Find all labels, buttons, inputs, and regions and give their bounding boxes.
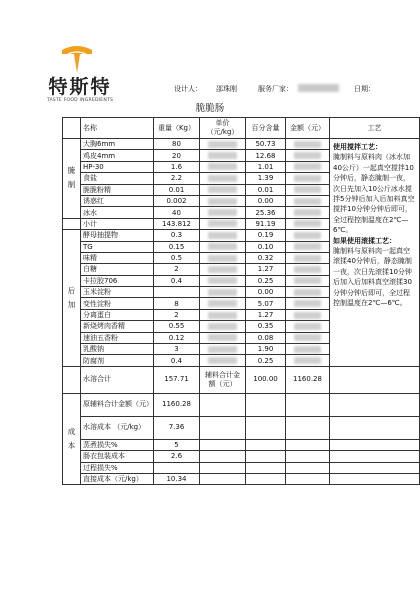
ingredient-price-redacted bbox=[200, 207, 246, 218]
summary-spacer bbox=[63, 366, 81, 393]
ingredient-weight: 2 bbox=[154, 264, 200, 275]
cost-value bbox=[154, 462, 200, 473]
logo-text: 特斯特 bbox=[48, 76, 112, 98]
empty-cell bbox=[286, 462, 330, 473]
empty-cell bbox=[286, 416, 330, 439]
cost-row bbox=[63, 451, 420, 462]
ingredient-amount-redacted bbox=[286, 139, 330, 150]
ingredient-price-redacted bbox=[200, 252, 246, 263]
logo-subtitle: TASTE FOOD INGREDIENTS bbox=[46, 98, 114, 103]
empty-cell bbox=[200, 473, 246, 484]
ingredient-amount-redacted bbox=[286, 241, 330, 252]
ingredient-name: 乳酸钠 bbox=[81, 344, 154, 355]
table-header-row bbox=[63, 118, 420, 139]
summary-amount: 1160.28 bbox=[286, 366, 330, 393]
ingredient-percent: 0.25 bbox=[246, 355, 286, 366]
ingredient-weight: 1.6 bbox=[154, 161, 200, 172]
ingredient-weight: 0.002 bbox=[154, 195, 200, 206]
group-pickling-label: 腌制 bbox=[67, 166, 76, 190]
summary-row bbox=[63, 366, 420, 393]
group-pickling bbox=[63, 139, 81, 219]
cost-name: 直接成本（元/kg） bbox=[81, 473, 154, 484]
client-label: 服务厂家： bbox=[258, 85, 293, 93]
date-label: 日期： bbox=[354, 85, 375, 93]
ingredient-name: 新烧烤肉香精 bbox=[81, 321, 154, 332]
subtotal-weight: 143.812 bbox=[154, 218, 200, 229]
document-title: 脆脆肠 bbox=[195, 103, 225, 114]
empty-cell bbox=[246, 451, 286, 462]
empty-cell bbox=[200, 393, 246, 416]
empty-cell bbox=[330, 393, 420, 416]
cost-name: 蒸煮损失% bbox=[81, 439, 154, 450]
ingredient-percent: 25.36 bbox=[246, 207, 286, 218]
ingredient-amount-redacted bbox=[286, 252, 330, 263]
ingredient-name: 酵母抽提物 bbox=[81, 230, 154, 241]
ingredient-amount-redacted bbox=[286, 309, 330, 320]
designer-label: 设计人： bbox=[174, 85, 202, 93]
ingredient-name: 诱惑红 bbox=[81, 195, 154, 206]
ingredient-price-redacted bbox=[200, 298, 246, 309]
ingredient-amount-redacted bbox=[286, 173, 330, 184]
empty-cell bbox=[330, 473, 420, 484]
ingredient-amount-redacted bbox=[286, 207, 330, 218]
ingredient-percent: 5.07 bbox=[246, 298, 286, 309]
subtotal-amount-redacted bbox=[286, 218, 330, 229]
ingredient-amount-redacted bbox=[286, 298, 330, 309]
ingredient-name: 白糖 bbox=[81, 264, 154, 275]
ingredient-price-redacted bbox=[200, 344, 246, 355]
cost-name: 肠衣包装成本 bbox=[81, 451, 154, 462]
empty-cell bbox=[286, 393, 330, 416]
ingredient-price-redacted bbox=[200, 309, 246, 320]
ingredient-weight: 2.2 bbox=[154, 173, 200, 184]
ingredient-percent: 0.35 bbox=[246, 321, 286, 332]
subtotal-name: 小计 bbox=[81, 218, 154, 229]
cost-value: 2.6 bbox=[154, 451, 200, 462]
ingredient-name: 鸡皮4mm bbox=[81, 150, 154, 161]
cost-row bbox=[63, 473, 420, 484]
ingredient-weight: 0.01 bbox=[154, 184, 200, 195]
cost-row bbox=[63, 416, 420, 439]
empty-cell bbox=[246, 439, 286, 450]
ingredient-price-redacted bbox=[200, 275, 246, 286]
craft-heading: 如果使用滚揉工艺： bbox=[333, 236, 396, 245]
ingredient-name: 脆脆粉精 bbox=[81, 184, 154, 195]
empty-cell bbox=[200, 439, 246, 450]
ingredient-weight: 0.3 bbox=[154, 230, 200, 241]
empty-cell bbox=[330, 439, 420, 450]
ingredient-price-redacted bbox=[200, 139, 246, 150]
ingredient-name: 食盐 bbox=[81, 173, 154, 184]
group-post-label: 后加 bbox=[67, 285, 76, 309]
ingredient-weight: 0.4 bbox=[154, 355, 200, 366]
ingredient-name: 味精 bbox=[81, 252, 154, 263]
empty-cell bbox=[286, 473, 330, 484]
ingredient-percent: 0.25 bbox=[246, 275, 286, 286]
ingredient-amount-redacted bbox=[286, 195, 330, 206]
empty-cell bbox=[246, 473, 286, 484]
ingredient-name: 卡拉胶706 bbox=[81, 275, 154, 286]
empty-cell bbox=[200, 462, 246, 473]
col-name-header: 名称 bbox=[81, 118, 154, 139]
recipe-table bbox=[62, 117, 420, 485]
ingredient-percent: 1.27 bbox=[246, 264, 286, 275]
ingredient-percent: 0.32 bbox=[246, 252, 286, 263]
ingredient-weight: 80 bbox=[154, 139, 200, 150]
ingredient-price-redacted bbox=[200, 241, 246, 252]
ingredient-name: 变性淀粉 bbox=[81, 298, 154, 309]
ingredient-name: TG bbox=[81, 241, 154, 252]
empty-cell bbox=[286, 439, 330, 450]
ingredient-name: 防腐剂 bbox=[81, 355, 154, 366]
summary-percent: 100.00 bbox=[246, 366, 286, 393]
ingredient-weight: 0.4 bbox=[154, 275, 200, 286]
ingredient-name: 分离蛋白 bbox=[81, 309, 154, 320]
ingredient-percent: 1.27 bbox=[246, 309, 286, 320]
ingredient-weight: 20 bbox=[154, 150, 200, 161]
ingredient-amount-redacted bbox=[286, 321, 330, 332]
ingredient-percent: 50.73 bbox=[246, 139, 286, 150]
craft-description bbox=[330, 139, 420, 367]
ingredient-name: HP-30 bbox=[81, 161, 154, 172]
cost-row bbox=[63, 462, 420, 473]
table-row bbox=[63, 139, 420, 150]
summary-weight: 157.71 bbox=[154, 366, 200, 393]
cost-name: 原辅料合计金额（元） bbox=[81, 393, 154, 416]
designer-value: 邵珠刚 bbox=[216, 85, 237, 93]
cost-row bbox=[63, 393, 420, 416]
ingredient-price-redacted bbox=[200, 195, 246, 206]
empty-cell bbox=[246, 416, 286, 439]
ingredient-name: 冰水 bbox=[81, 207, 154, 218]
subtotal-spacer bbox=[63, 218, 81, 229]
ingredient-amount-redacted bbox=[286, 230, 330, 241]
empty-cell bbox=[200, 451, 246, 462]
group-post bbox=[63, 230, 81, 367]
group-cost bbox=[63, 393, 81, 485]
ingredient-name: 大胸6mm bbox=[81, 139, 154, 150]
ingredient-percent: 1.39 bbox=[246, 173, 286, 184]
ingredient-weight: 0.15 bbox=[154, 241, 200, 252]
ingredient-price-redacted bbox=[200, 150, 246, 161]
group-cost-label: 成本 bbox=[67, 427, 76, 451]
ingredient-percent: 0.01 bbox=[246, 184, 286, 195]
ingredient-price-redacted bbox=[200, 332, 246, 343]
ingredient-weight: 0.5 bbox=[154, 252, 200, 263]
col-weight-header: 重量（Kg） bbox=[154, 118, 200, 139]
ingredient-percent: 0.00 bbox=[246, 195, 286, 206]
ingredient-amount-redacted bbox=[286, 184, 330, 195]
ingredient-percent: 0.19 bbox=[246, 230, 286, 241]
ingredient-amount-redacted bbox=[286, 264, 330, 275]
ingredient-weight: 8 bbox=[154, 298, 200, 309]
ingredient-name: 玉米淀粉 bbox=[81, 287, 154, 298]
empty-cell bbox=[330, 462, 420, 473]
col-price-header: 单价（元/kg） bbox=[200, 118, 246, 139]
ingredient-amount-redacted bbox=[286, 355, 330, 366]
ingredient-price-redacted bbox=[200, 321, 246, 332]
ingredient-price-redacted bbox=[200, 161, 246, 172]
cost-name: 水溶成本 （元/kg） bbox=[81, 416, 154, 439]
cost-name: 过程损失% bbox=[81, 462, 154, 473]
logo-mark-icon bbox=[60, 44, 94, 74]
ingredient-weight bbox=[154, 287, 200, 298]
col-craft-header: 工艺 bbox=[330, 118, 420, 139]
summary-mid-label: 辅料合计金额（元） bbox=[200, 366, 246, 393]
ingredient-percent: 1.01 bbox=[246, 161, 286, 172]
subtotal-price-redacted bbox=[200, 218, 246, 229]
col-amount-header: 金额（元） bbox=[286, 118, 330, 139]
ingredient-weight: 0.12 bbox=[154, 332, 200, 343]
ingredient-price-redacted bbox=[200, 184, 246, 195]
ingredient-amount-redacted bbox=[286, 161, 330, 172]
ingredient-percent: 0.08 bbox=[246, 332, 286, 343]
ingredient-amount-redacted bbox=[286, 150, 330, 161]
empty-cell bbox=[246, 462, 286, 473]
empty-cell bbox=[246, 393, 286, 416]
summary-craft-spacer bbox=[330, 366, 420, 393]
ingredient-price-redacted bbox=[200, 230, 246, 241]
empty-cell bbox=[330, 416, 420, 439]
ingredient-amount-redacted bbox=[286, 332, 330, 343]
ingredient-amount-redacted bbox=[286, 275, 330, 286]
ingredient-weight: 2 bbox=[154, 309, 200, 320]
summary-name: 水溶合计 bbox=[81, 366, 154, 393]
craft-text: 腌制料与原料肉一起真空滚揉40分钟后，静态腌制一夜，次日先滚揉10分钟后加入后加料真空滚揉30分钟分钟后即可，全过程控制温度在2℃—6℃。 bbox=[333, 247, 412, 308]
cost-value: 5 bbox=[154, 439, 200, 450]
col-percent-header: 百分含量 bbox=[246, 118, 286, 139]
ingredient-amount-redacted bbox=[286, 344, 330, 355]
ingredient-weight: 3 bbox=[154, 344, 200, 355]
ingredient-name: 速油五香粉 bbox=[81, 332, 154, 343]
empty-cell bbox=[200, 416, 246, 439]
ingredient-percent: 1.90 bbox=[246, 344, 286, 355]
craft-text: 腌制料与原料肉（冰水加40公斤）一起真空搅拌10分钟后，静态腌制一夜，次日先加入10公斤冰水搅拌5分钟后加入后加料真空搅拌10分钟分钟后即可，全过程控制温度在2℃—6℃。 bbox=[333, 153, 415, 235]
cost-value: 7.36 bbox=[154, 416, 200, 439]
ingredient-price-redacted bbox=[200, 287, 246, 298]
ingredient-percent: 12.68 bbox=[246, 150, 286, 161]
ingredient-price-redacted bbox=[200, 173, 246, 184]
subtotal-percent: 91.19 bbox=[246, 218, 286, 229]
empty-cell bbox=[330, 451, 420, 462]
ingredient-price-redacted bbox=[200, 264, 246, 275]
cost-row bbox=[63, 439, 420, 450]
cost-value: 10.34 bbox=[154, 473, 200, 484]
ingredient-amount-redacted bbox=[286, 287, 330, 298]
client-value-redacted bbox=[298, 84, 339, 92]
cost-value: 1160.28 bbox=[154, 393, 200, 416]
ingredient-percent: 0.10 bbox=[246, 241, 286, 252]
craft-heading: 使用搅拌工艺： bbox=[333, 143, 382, 151]
ingredient-price-redacted bbox=[200, 355, 246, 366]
ingredient-weight: 40 bbox=[154, 207, 200, 218]
ingredient-percent: 0.00 bbox=[246, 287, 286, 298]
ingredient-weight: 0.55 bbox=[154, 321, 200, 332]
empty-cell bbox=[286, 451, 330, 462]
